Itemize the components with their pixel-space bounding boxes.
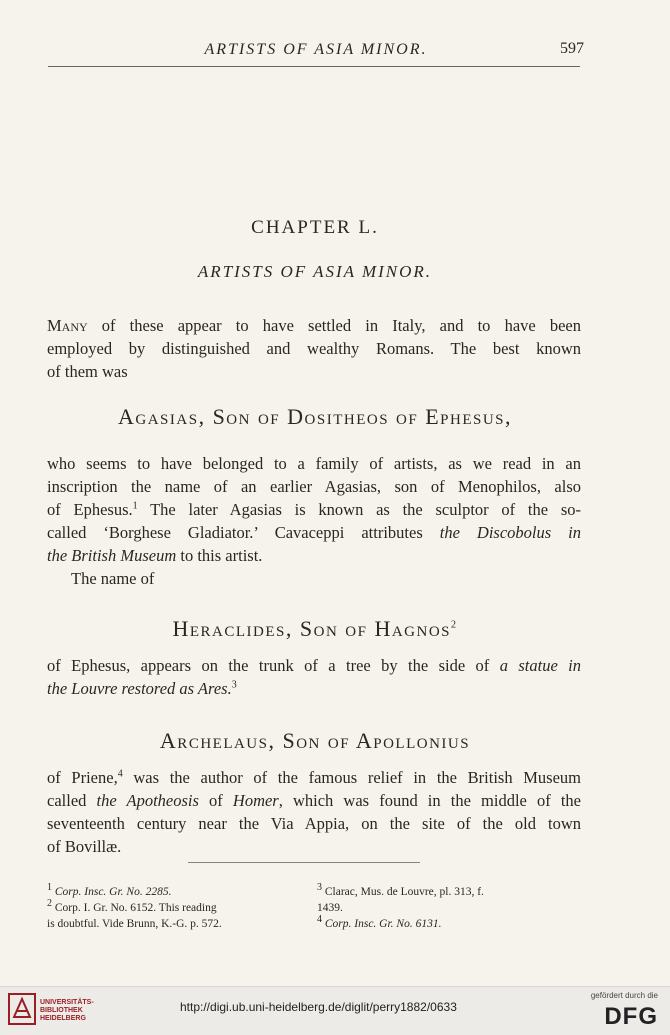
footnote-ref: 3 <box>231 679 237 691</box>
footnote-ref: 4 <box>117 768 123 780</box>
footnote-ref: 2 <box>451 619 458 631</box>
italic-title: Homer <box>232 791 279 810</box>
small-caps-lead: Many <box>47 316 88 335</box>
running-head <box>48 40 584 64</box>
footnote-ref: 1 <box>132 500 138 512</box>
italic-title: the British Museum <box>47 546 177 565</box>
footnotes-right-column <box>317 884 581 932</box>
text-line <box>47 521 581 544</box>
text-line <box>47 677 581 700</box>
section-heading-agasias: Agasias, Son of Dositheos of Ephesus, <box>118 404 512 429</box>
section-heading-heraclides <box>0 616 630 642</box>
dfg-logo: DFG <box>604 1003 658 1030</box>
agasias-paragraph <box>47 452 581 590</box>
text-span: of Ephesus. <box>47 500 133 519</box>
text-span: of Ephesus, appears on the trunk of a tree by the side of <box>47 656 500 675</box>
institution-line: UNIVERSITÄTS- <box>40 999 94 1006</box>
text-span: of Priene, <box>47 768 118 787</box>
institution-line: BIBLIOTHEK <box>40 1007 83 1014</box>
intro-paragraph <box>47 314 581 383</box>
footnote-number: 2 <box>47 898 52 910</box>
footnote-2 <box>47 900 297 916</box>
text-span: called ‘Borghese Gladiator.’ Cavaceppi attributes <box>47 523 440 542</box>
text-line <box>47 789 581 812</box>
text-line <box>47 654 581 677</box>
text-span: , which was found in the middle of the <box>278 791 582 810</box>
footnote-text: Corp. I. Gr. No. 6152. This reading <box>54 902 217 914</box>
footnote-number: 4 <box>317 914 322 926</box>
italic-title: a statue in <box>499 656 581 675</box>
university-library-logo <box>8 993 36 1025</box>
footnote-3 <box>317 884 581 900</box>
footnote-3-cont: 1439. <box>317 902 343 914</box>
header-rule <box>48 66 580 67</box>
page-number: 597 <box>560 40 584 57</box>
text-span: was the author of the famous relief in the British Museum <box>122 768 581 787</box>
text-line: of Bovillæ. <box>47 837 122 856</box>
footnote-4 <box>317 916 581 932</box>
text-line <box>47 498 581 521</box>
digitization-footer <box>0 986 670 1035</box>
footnote-1 <box>47 884 297 900</box>
italic-title: the Discobolus in <box>439 523 581 542</box>
heading-text: Heraclides, Son of Hagnos <box>172 616 452 641</box>
institution-line: HEIDELBERG <box>40 1015 86 1022</box>
footnote-text: Corp. Insc. Gr. No. 6131. <box>324 918 442 930</box>
text-span: of <box>198 791 233 810</box>
institution-name <box>40 999 94 1023</box>
footnote-number: 1 <box>47 882 52 894</box>
text-line: The name of <box>71 569 155 588</box>
text-line: inscription the name of an earlier Agasias, son of Menophilos, also <box>47 477 581 496</box>
section-heading-archelaus: Archelaus, Son of Apollonius <box>159 728 471 753</box>
text-line: who seems to have belonged to a family of artists, as we read in an <box>47 454 581 473</box>
italic-title: the Louvre restored as Ares. <box>47 679 232 698</box>
footnote-2-cont: is doubtful. Vide Brunn, K.-G. p. 572. <box>47 918 222 930</box>
text-line <box>47 544 581 567</box>
text-span: The later Agasias is known as the sculptor of the so- <box>137 500 581 519</box>
text-line: seventeenth century near the Via Appia, on the site of the old town <box>47 814 581 833</box>
text-line: employed by distinguished and wealthy Romans. The best known <box>47 339 581 358</box>
footnote-number: 3 <box>317 882 322 894</box>
chapter-subtitle: ARTISTS OF ASIA MINOR. <box>197 262 433 281</box>
footnote-text: Corp. Insc. Gr. No. 2285. <box>54 886 172 898</box>
running-head-title: ARTISTS OF ASIA MINOR. <box>204 41 428 58</box>
text-line <box>47 314 581 337</box>
permalink-url[interactable]: http://digi.ub.uni-heidelberg.de/diglit/perry1882/0633 <box>180 1000 457 1014</box>
text-line: of them was <box>47 362 128 381</box>
text-span: to this artist. <box>176 546 263 565</box>
footnotes-left-column <box>47 884 297 932</box>
footnote-text: Clarac, Mus. de Louvre, pl. 313, f. <box>324 886 484 898</box>
heraclides-paragraph <box>47 654 581 700</box>
text-span: called <box>47 791 97 810</box>
text-span: of these appear to have settled in Italy, and to have been <box>87 316 581 335</box>
chapter-title: CHAPTER L. <box>251 217 379 238</box>
archelaus-paragraph <box>47 766 581 858</box>
text-line <box>47 766 581 789</box>
funding-note: gefördert durch die <box>590 991 658 1000</box>
footnote-rule <box>188 862 420 863</box>
italic-title: the Apotheosis <box>96 791 199 810</box>
